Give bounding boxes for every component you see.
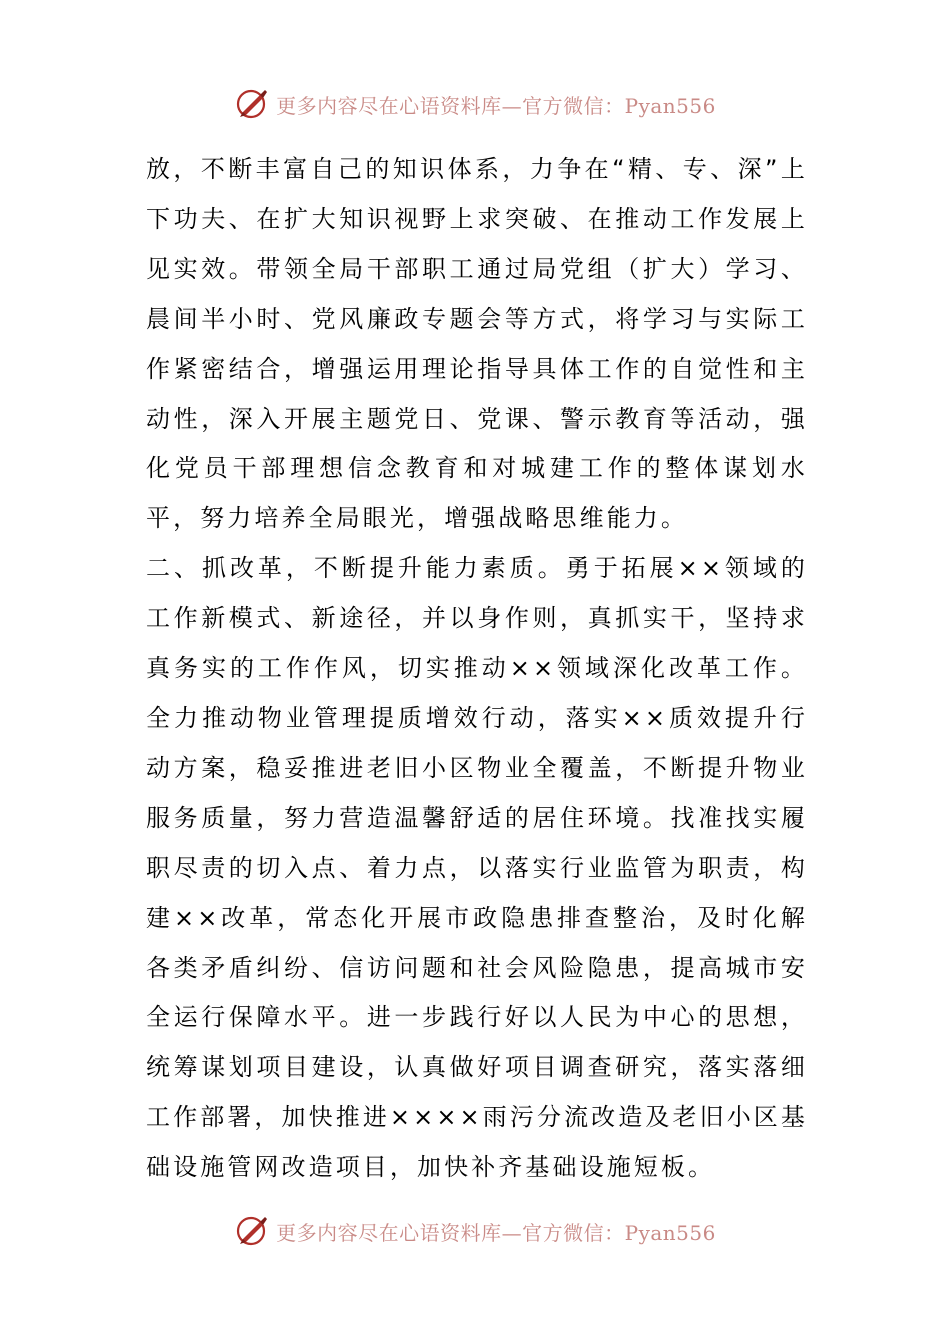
document-body (146, 145, 808, 1193)
footer-watermark (0, 1209, 950, 1253)
watermark-text: 更多内容尽在心语资料库—官方微信：Pyan556 (276, 1220, 716, 1245)
pen-logo-icon (234, 1213, 270, 1249)
watermark-text: 更多内容尽在心语资料库—官方微信：Pyan556 (276, 93, 716, 118)
pen-logo-icon (234, 86, 270, 122)
header-watermark (0, 82, 950, 126)
paragraph-continuation: 放，不断丰富自己的知识体系，力争在“精、专、深”上下功夫、在扩大知识视野上求突破、在推动工作发展上见实效。带领全局干部职工通过局党组（扩大）学习、晨间半小时、党风廉政专题会等方式，将学习与实际工作紧密结合，增强运用理论指导具体工作的自觉性和主动性，深入开展主题党日、党课、警示教育等活动，强化党员干部理想信念教育和对城建工作的整体谋划水平，努力培养全局眼光，增强战略思维能力。 (146, 155, 808, 533)
paragraph-reform: 二、抓改革，不断提升能力素质。勇于拓展××领域的工作新模式、新途径，并以身作则，真抓实干，坚持求真务实的工作作风，切实推动××领域深化改革工作。全力推动物业管理提质增效行动，落实××质效提升行动方案，稳妥推进老旧小区物业全覆盖，不断提升物业服务质量，努力营造温馨舒适的居住环境。找准找实履职尽责的切入点、着力点，以落实行业监管为职责，构建××改革，常态化开展市政隐患排查整治，及时化解各类矛盾纠纷、信访问题和社会风险隐患，提高城市安全运行保障水平。进一步践行好以人民为中心的思想，统筹谋划项目建设，认真做好项目调查研究，落实落细工作部署，加快推进××××雨污分流改造及老旧小区基础设施管网改造项目，加快补齐基础设施短板。 (146, 554, 808, 1182)
